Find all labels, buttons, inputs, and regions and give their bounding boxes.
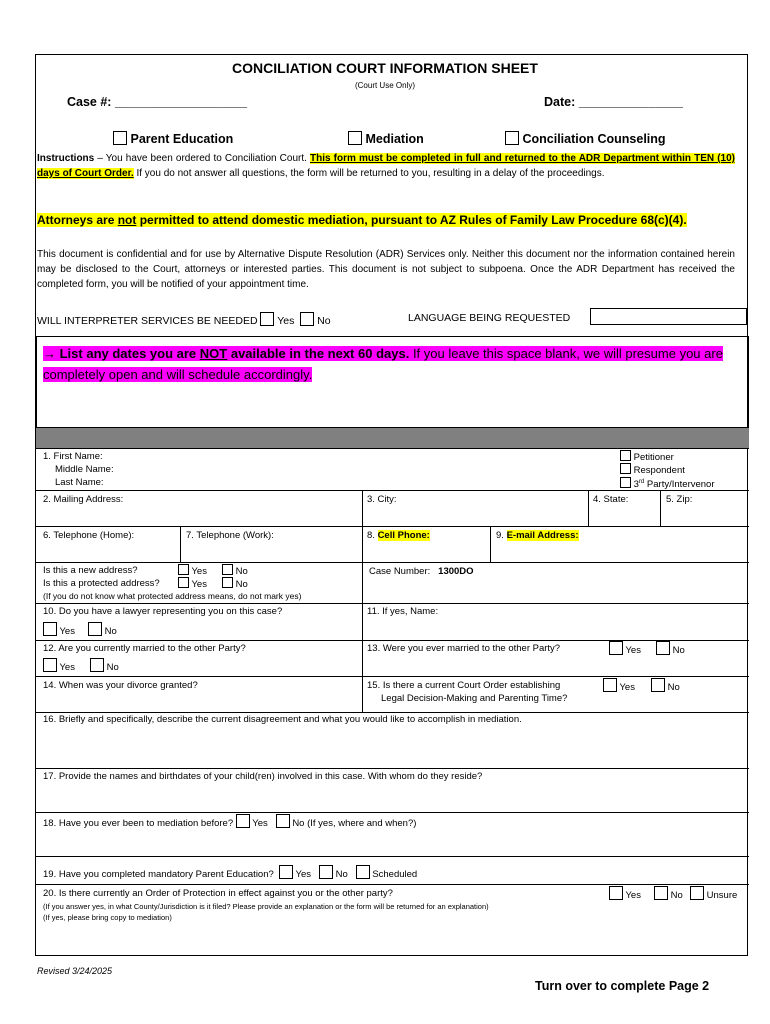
confidential-notice: This document is confidential and for use by Alternative Dispute Resolution (ADR) Services only. Neither this document nor the information contained herein may be disclosed to the Court, attorneys or interested parties. This document is not subject to subpoena. Once the ADR Department has received the completed form, you will be notified of your appointment time. — [37, 249, 735, 290]
q13-yes[interactable] — [609, 641, 641, 657]
interpreter-question — [37, 312, 331, 327]
email-label: E-mail Address: — [506, 530, 579, 541]
q18-yes-checkbox[interactable] — [236, 814, 250, 828]
conciliation-counseling-label: Conciliation Counseling — [522, 132, 666, 146]
q19-yes-checkbox[interactable] — [279, 865, 293, 879]
q18-yes-label: Yes — [252, 818, 268, 829]
respondent-checkbox[interactable] — [620, 463, 631, 474]
case-number-field[interactable]: Case #: ___________________ — [67, 95, 248, 109]
section-divider — [36, 428, 749, 448]
q20-yes[interactable] — [609, 886, 641, 902]
interpreter-no-label: No — [317, 315, 331, 327]
email-field[interactable] — [496, 529, 579, 542]
q15-court-order-line2: Legal Decision-Making and Parenting Time? — [381, 693, 568, 704]
q17-children[interactable]: 17. Provide the names and birthdates of your child(ren) involved in this case. With whom do they reside? — [43, 771, 483, 782]
interpreter-yes-label: Yes — [277, 315, 295, 327]
middle-name-field[interactable]: Middle Name: — [55, 464, 114, 475]
dates-not: NOT — [199, 346, 228, 361]
dates-part-1: List any dates you are — [56, 346, 200, 361]
page-subtitle: (Court Use Only) — [354, 81, 415, 90]
q19-scheduled-label: Scheduled — [372, 869, 418, 880]
turn-over-note: Turn over to complete Page 2 — [535, 979, 710, 993]
q20-yes-label: Yes — [625, 890, 641, 901]
parent-education-checkbox[interactable] — [113, 131, 127, 145]
q20-no-label: No — [670, 890, 683, 901]
q15-no-label: No — [667, 682, 680, 693]
date-field[interactable]: Date: _______________ — [544, 95, 684, 109]
role-respondent[interactable] — [620, 463, 685, 477]
protected-address-no[interactable] — [222, 577, 248, 591]
q19-yes-label: Yes — [295, 869, 312, 880]
protected-address-yes-label: Yes — [191, 579, 207, 590]
q19-no-label: No — [335, 869, 348, 880]
mediation-label: Mediation — [365, 132, 424, 146]
q13-no[interactable] — [656, 641, 685, 657]
dates-instruction — [43, 343, 739, 385]
new-address-yes-checkbox[interactable] — [178, 564, 189, 575]
service-parent-education[interactable] — [113, 131, 233, 146]
new-address-no-checkbox[interactable] — [222, 564, 233, 575]
first-name-field[interactable]: 1. First Name: — [43, 451, 103, 462]
service-mediation[interactable] — [348, 131, 424, 146]
protected-address-note: (If you do not know what protected address means, do not mark yes) — [43, 591, 302, 601]
cell-phone-num: 8. — [367, 530, 378, 541]
attorneys-part-2: permitted to attend domestic mediation, pursuant to AZ Rules of Family Law Procedure 68(c)(4). — [136, 213, 687, 227]
new-address-no[interactable] — [222, 564, 248, 578]
attorneys-notice — [37, 213, 687, 227]
interpreter-question-label: WILL INTERPRETER SERVICES BE NEEDED — [37, 315, 258, 327]
mediation-checkbox[interactable] — [348, 131, 362, 145]
last-name-field[interactable]: Last Name: — [55, 477, 104, 488]
q19-parent-education — [43, 865, 417, 881]
third-party-checkbox[interactable] — [620, 477, 631, 488]
petitioner-label: Petitioner — [633, 452, 674, 463]
q13-yes-checkbox[interactable] — [609, 641, 623, 655]
q10-yes-label: Yes — [59, 626, 75, 637]
new-address-yes-label: Yes — [191, 566, 207, 577]
telephone-home-field[interactable]: 6. Telephone (Home): — [43, 530, 135, 541]
instructions-highlight: This form must be completed in full and returned to the ADR Department within TEN (10) days of Court Order. — [37, 153, 735, 179]
arrow-icon: → — [43, 346, 56, 361]
q20-note-1: (If you answer yes, in what County/Jurisdiction is it filed? Please provide an explanation or the form will be returned for an explanation) — [43, 902, 489, 911]
case-number-row — [369, 565, 474, 578]
q10-lawyer: 10. Do you have a lawyer representing you on this case? — [43, 606, 283, 617]
q10-no-checkbox[interactable] — [88, 622, 102, 636]
language-input[interactable] — [590, 308, 747, 325]
role-petitioner[interactable] — [620, 450, 674, 464]
dates-part-3: If you leave this space blank, we will presume you are completely open and will schedule accordingly. — [43, 346, 723, 382]
q10-yes-checkbox[interactable] — [43, 622, 57, 636]
q10-no[interactable] — [88, 622, 117, 638]
q15-court-order: 15. Is there a current Court Order establishing — [367, 680, 561, 691]
respondent-label: Respondent — [633, 465, 685, 476]
protected-address-yes[interactable] — [178, 577, 207, 591]
q10-no-label: No — [104, 626, 117, 637]
state-field[interactable]: 4. State: — [593, 494, 629, 505]
q19-label: 19. Have you completed mandatory Parent Education? — [43, 869, 274, 880]
q20-yes-checkbox[interactable] — [609, 886, 623, 900]
q15-yes[interactable] — [603, 678, 635, 694]
q19-scheduled-checkbox[interactable] — [356, 865, 370, 879]
q13-yes-label: Yes — [625, 645, 641, 656]
q20-no-checkbox[interactable] — [654, 886, 668, 900]
q16-disagreement[interactable]: 16. Briefly and specifically, describe the current disagreement and what you would like to accomplish in mediation. — [43, 714, 522, 725]
q19-no-checkbox[interactable] — [319, 865, 333, 879]
q12-currently-married: 12. Are you currently married to the other Party? — [43, 643, 246, 654]
attorneys-not: not — [117, 213, 137, 227]
protected-address-no-label: No — [235, 579, 248, 590]
q13-no-label: No — [672, 645, 685, 656]
q18-no-label: No (If yes, where and when?) — [292, 818, 417, 829]
q18-label: 18. Have you ever been to mediation before? — [43, 818, 234, 829]
q11-lawyer-name[interactable]: 11. If yes, Name: — [367, 606, 439, 617]
q14-divorce-granted[interactable]: 14. When was your divorce granted? — [43, 680, 198, 691]
q12-no-label: No — [106, 662, 119, 673]
petitioner-checkbox[interactable] — [620, 450, 631, 461]
dates-part-2: available in the next 60 days. — [227, 346, 410, 361]
q12-no-checkbox[interactable] — [90, 658, 104, 672]
q20-note-2: (If yes, please bring copy to mediation) — [43, 913, 172, 922]
q18-no-checkbox[interactable] — [276, 814, 290, 828]
telephone-work-field[interactable]: 7. Telephone (Work): — [186, 530, 274, 541]
mailing-address-field[interactable]: 2. Mailing Address: — [43, 494, 124, 505]
q18-mediation-before — [43, 814, 416, 830]
q12-yes-checkbox[interactable] — [43, 658, 57, 672]
q20-no[interactable] — [654, 886, 683, 902]
q13-no-checkbox[interactable] — [656, 641, 670, 655]
third-party-label: Party/Intervenor — [644, 479, 715, 491]
q13-ever-married: 13. Were you ever married to the other Party? — [367, 643, 561, 654]
q15-yes-checkbox[interactable] — [603, 678, 617, 692]
q20-order-of-protection: 20. Is there currently an Order of Protection in effect against you or the other party? — [43, 888, 393, 899]
q10-yes[interactable] — [43, 622, 75, 638]
role-third-party[interactable] — [620, 476, 715, 491]
new-address-yes[interactable] — [178, 564, 207, 578]
q12-yes[interactable] — [43, 658, 75, 674]
city-field[interactable]: 3. City: — [367, 494, 397, 505]
q12-no[interactable] — [90, 658, 119, 674]
new-address-no-label: No — [235, 566, 248, 577]
third-party-prefix: 3 — [633, 479, 639, 491]
new-address-question: Is this a new address? — [43, 565, 138, 576]
instructions-text — [37, 151, 735, 181]
parent-education-label: Parent Education — [130, 132, 234, 146]
attorneys-part-1: Attorneys are — [37, 213, 118, 227]
q15-no-checkbox[interactable] — [651, 678, 665, 692]
service-conciliation-counseling[interactable] — [505, 131, 666, 146]
revised-date: Revised 3/24/2025 — [37, 966, 113, 976]
protected-address-question: Is this a protected address? — [43, 578, 160, 589]
conciliation-counseling-checkbox[interactable] — [505, 131, 519, 145]
q20-unsure-checkbox[interactable] — [690, 886, 704, 900]
instructions-text-2: If you do not answer all questions, the form will be returned to you, resulting in a delay of the proceedings. — [133, 168, 605, 179]
protected-address-no-checkbox[interactable] — [222, 577, 233, 588]
instructions-text-1: – You have been ordered to Conciliation Court. — [94, 153, 311, 164]
q20-unsure-label: Unsure — [706, 890, 738, 901]
zip-field[interactable]: 5. Zip: — [666, 494, 693, 505]
page-title: CONCILIATION COURT INFORMATION SHEET — [232, 60, 538, 76]
case-number-label: Case Number: — [369, 566, 431, 577]
q12-yes-label: Yes — [59, 662, 75, 673]
third-party-sup: rd — [638, 479, 645, 485]
language-label: LANGUAGE BEING REQUESTED — [408, 312, 571, 324]
interpreter-yes-checkbox[interactable] — [260, 312, 274, 326]
cell-phone-field[interactable] — [367, 529, 430, 542]
q15-no[interactable] — [651, 678, 680, 694]
email-num: 9. — [496, 530, 507, 541]
interpreter-no-checkbox[interactable] — [300, 312, 314, 326]
protected-address-yes-checkbox[interactable] — [178, 577, 189, 588]
q15-yes-label: Yes — [619, 682, 635, 693]
instructions-label: Instructions — [37, 153, 95, 164]
cell-phone-label: Cell Phone: — [377, 530, 430, 541]
case-number-value: 1300DO — [438, 566, 474, 577]
q20-unsure[interactable] — [690, 886, 737, 902]
